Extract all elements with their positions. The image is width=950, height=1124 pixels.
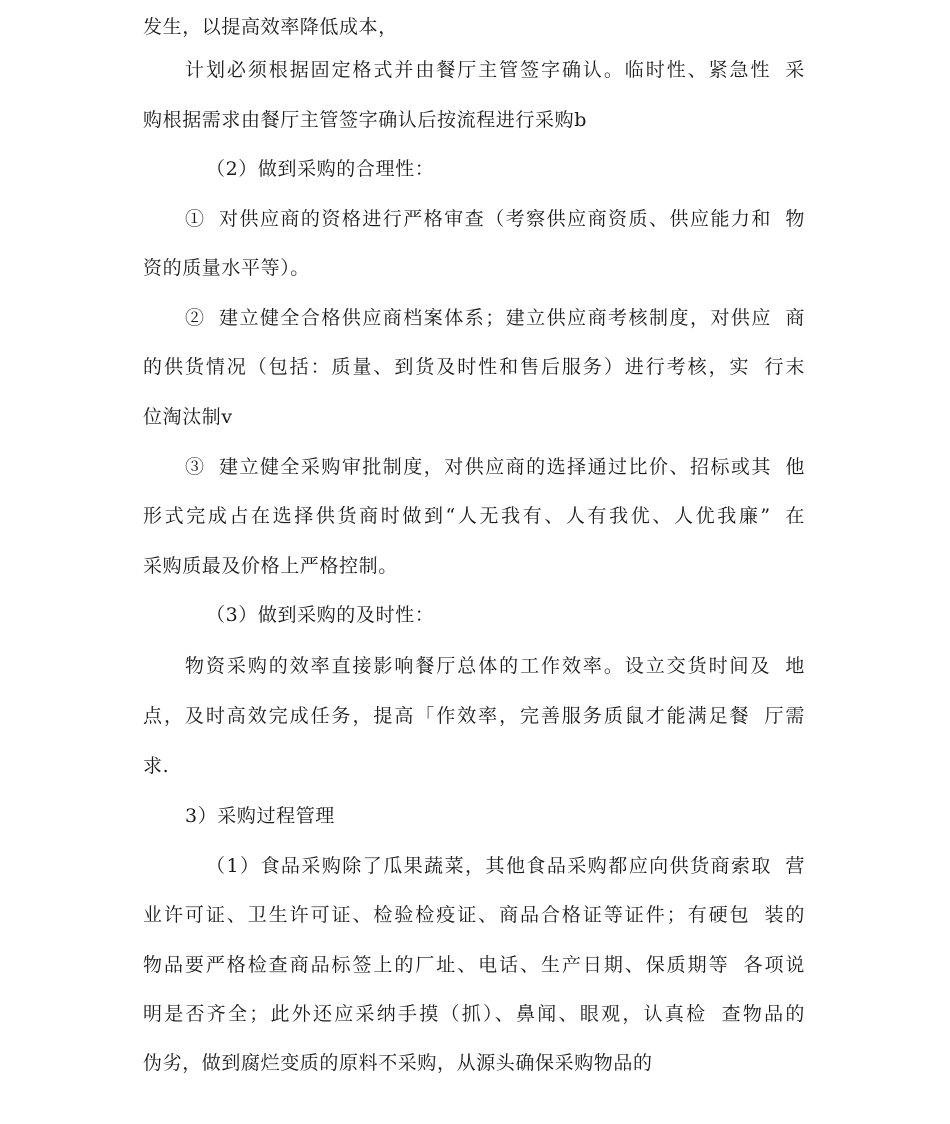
- section-heading: （3）做到采购的及时性：: [206, 604, 435, 626]
- text-line: 明是否齐全；此外还应采纳手摸（抓）、鼻闻、眼观，认真检 查物品的: [143, 1003, 805, 1025]
- text-line: 点，及时高效完成任务，提高「作效率，完善服务质鼠才能满足餐 厅需: [143, 705, 805, 727]
- text-line: 发生，以提高效率降低成本，: [143, 16, 398, 38]
- text-line: 形式完成占在选择供货商时做到“人无我有、人有我优、人优我廉” 在: [143, 505, 805, 527]
- text-line: 业许可证、卫生许可证、检验检疫证、商品合格证等证件；有硬包 装的: [143, 904, 805, 926]
- text-line: 资的质量水平等）。: [143, 257, 310, 279]
- text-line: ② 建立健全合格供应商档案体系；建立供应商考核制度，对供应 商: [185, 307, 805, 329]
- text-line: 的供货情况（包括：质量、到货及时性和售后服务）进行考核，实 行末: [143, 356, 805, 378]
- text-line: 购根据需求由餐厅主管签字确认后按流程进行采购b: [143, 109, 587, 131]
- text-line: 位淘汰制v: [143, 406, 233, 428]
- text-line: ③ 建立健全采购审批制度，对供应商的选择通过比价、招标或其 他: [185, 456, 805, 478]
- section-heading: （2）做到采购的合理性：: [206, 158, 435, 180]
- text-line: 伪劣，做到腐烂变质的原料不采购，从源头确保采购物品的: [143, 1052, 653, 1074]
- section-heading: 3）采购过程管理: [185, 805, 335, 827]
- text-line: ① 对供应商的资格进行严格审查（考察供应商资质、供应能力和 物: [185, 208, 805, 230]
- text-line: 计划必须根据固定格式并由餐厅主管签字确认。临时性、紧急性 采: [185, 59, 805, 81]
- text-line: 求.: [143, 755, 170, 777]
- text-line: 物品要严格检查商品标签上的厂址、电话、生产日期、保质期等 各项说: [143, 954, 805, 976]
- text-line: 物资采购的效率直接影响餐厅总体的工作效率。设立交货时间及 地: [185, 655, 805, 677]
- text-line: 采购质最及价格上严格控制。: [143, 555, 398, 577]
- text-line: （1）食品采购除了瓜果蔬菜，其他食品采购都应向供货商索取 营: [206, 855, 805, 877]
